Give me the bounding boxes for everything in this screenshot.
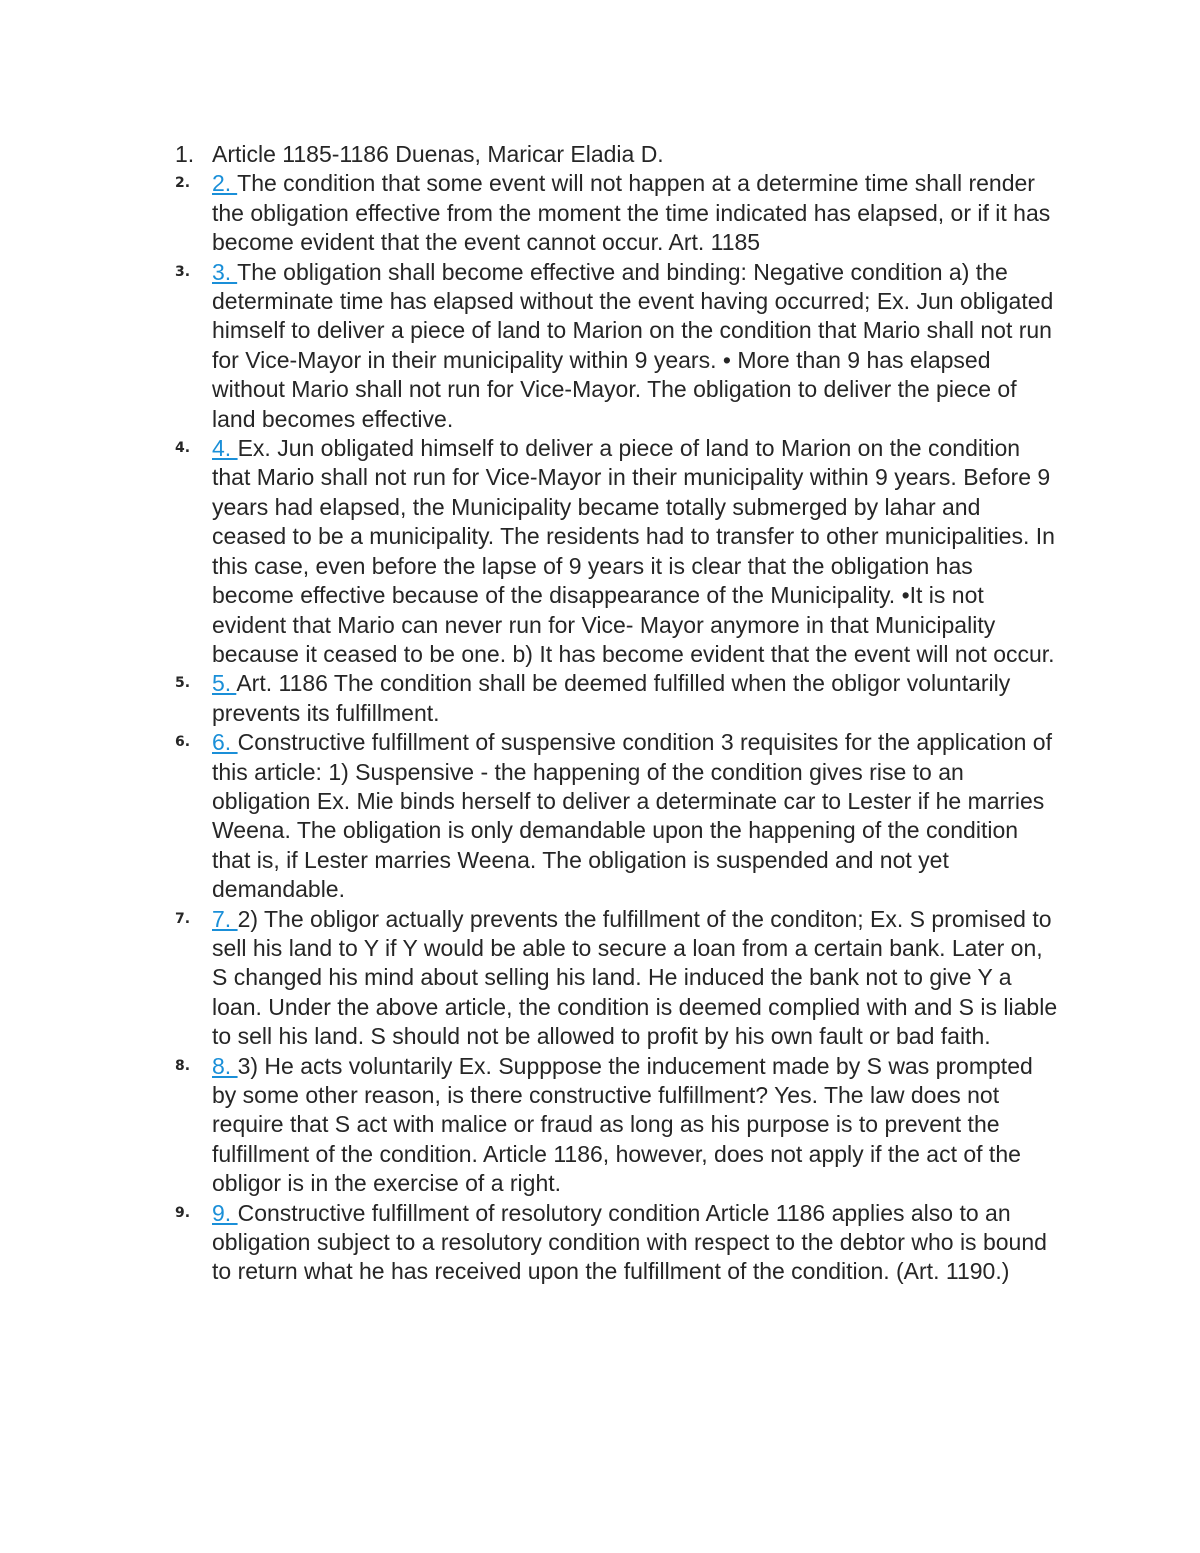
list-item-text: Constructive fulfillment of resolutory condition Article 1186 applies also to an obligation subject to a resolutory condition with respect to the debtor who is bound to return what he has received upon the fulfillment of the condition. (Art. 1190.) xyxy=(212,1199,1047,1285)
list-number: 5. xyxy=(175,675,191,692)
item-link[interactable]: 5. xyxy=(212,670,237,697)
list-item xyxy=(160,669,1060,728)
item-link[interactable]: 2. xyxy=(212,170,238,197)
item-link[interactable]: 7. xyxy=(212,905,238,932)
list-item xyxy=(160,434,1060,669)
list-number: 7. xyxy=(175,910,191,927)
item-link[interactable]: 4. xyxy=(212,435,238,462)
list-item-text: 2) The obligor actually prevents the fulfillment of the conditon; Ex. S promised to sell his land to Y if Y would be able to secure a loan from a certain bank. Later on, S changed his mind about selling his land. He induced the bank not to give Y a loan. Under the above article, the condition is deemed complied with and S is liable to sell his land. S should not be allowed to profit by his own fault or bad faith. xyxy=(212,905,1058,1050)
list-item-text: Art. 1186 The condition shall be deemed fulfilled when the obligor voluntarily prevents its fulfillment. xyxy=(212,670,1011,726)
list-number: 1. xyxy=(175,141,195,167)
list-item xyxy=(160,258,1060,434)
list-item xyxy=(160,1052,1060,1199)
list-number: 2. xyxy=(175,175,191,192)
list-item-text: 3) He acts voluntarily Ex. Supppose the inducement made by S was prompted by some other reason, is there constructive fulfillment? Yes. The law does not require that S act with malice or fraud as long as his purpose is to prevent the fulfillment of the condition. Article 1186, however, does not apply if the act of the obligor is in the exercise of a right. xyxy=(212,1052,1033,1197)
list-number: 9. xyxy=(175,1204,191,1221)
list-item-text: Ex. Jun obligated himself to deliver a piece of land to Marion on the condition that Mario shall not run for Vice-Mayor in their municipality within 9 years. Before 9 years had elapsed, the Municipality became totally submerged by lahar and ceased to be a municipality. The residents had to transfer to other municipalities. In this case, even before the lapse of 9 years it is clear that the obligation has become effective because of the disappearance of the Municipality. •It is not evident that Mario can never run for Vice- Mayor anymore in that Municipality because it ceased to be one. b) It has become evident that the event will not occur. xyxy=(212,435,1055,667)
list-number: 8. xyxy=(175,1057,191,1074)
list-number: 6. xyxy=(175,734,191,751)
list-item xyxy=(160,905,1060,1052)
list-number: 4. xyxy=(175,440,191,457)
list-item xyxy=(160,140,1060,169)
item-link[interactable]: 8. xyxy=(212,1052,238,1079)
item-link[interactable]: 9. xyxy=(212,1199,238,1226)
list-item xyxy=(160,728,1060,904)
item-link[interactable]: 3. xyxy=(212,258,238,285)
list-number: 3. xyxy=(175,263,191,280)
list-item-text: Article 1185-1186 Duenas, Maricar Eladia D. xyxy=(212,141,664,167)
list-item xyxy=(160,169,1060,257)
list-item xyxy=(160,1199,1060,1287)
list-item-text: The condition that some event will not happen at a determine time shall render the obligation effective from the moment the time indicated has elapsed, or if it has become evident that the event cannot occur. Art. 1185 xyxy=(212,170,1051,256)
numbered-list xyxy=(160,140,1060,1287)
list-item-text: Constructive fulfillment of suspensive condition 3 requisites for the application of this article: 1) Suspensive - the happening of the condition gives rise to an obligation Ex. Mie binds herself to deliver a determinate car to Lester if he marries Weena. The obligation is only demandable upon the happening of the condition that is, if Lester marries Weena. The obligation is suspended and not yet demandable. xyxy=(212,729,1052,903)
list-item-text: The obligation shall become effective and binding: Negative condition a) the determinate time has elapsed without the event having occurred; Ex. Jun obligated himself to deliver a piece of land to Marion on the condition that Mario shall not run for Vice-Mayor in their municipality within 9 years. • More than 9 has elapsed without Mario shall not run for Vice-Mayor. The obligation to deliver the piece of land becomes effective. xyxy=(212,258,1054,432)
item-link[interactable]: 6. xyxy=(212,729,238,756)
